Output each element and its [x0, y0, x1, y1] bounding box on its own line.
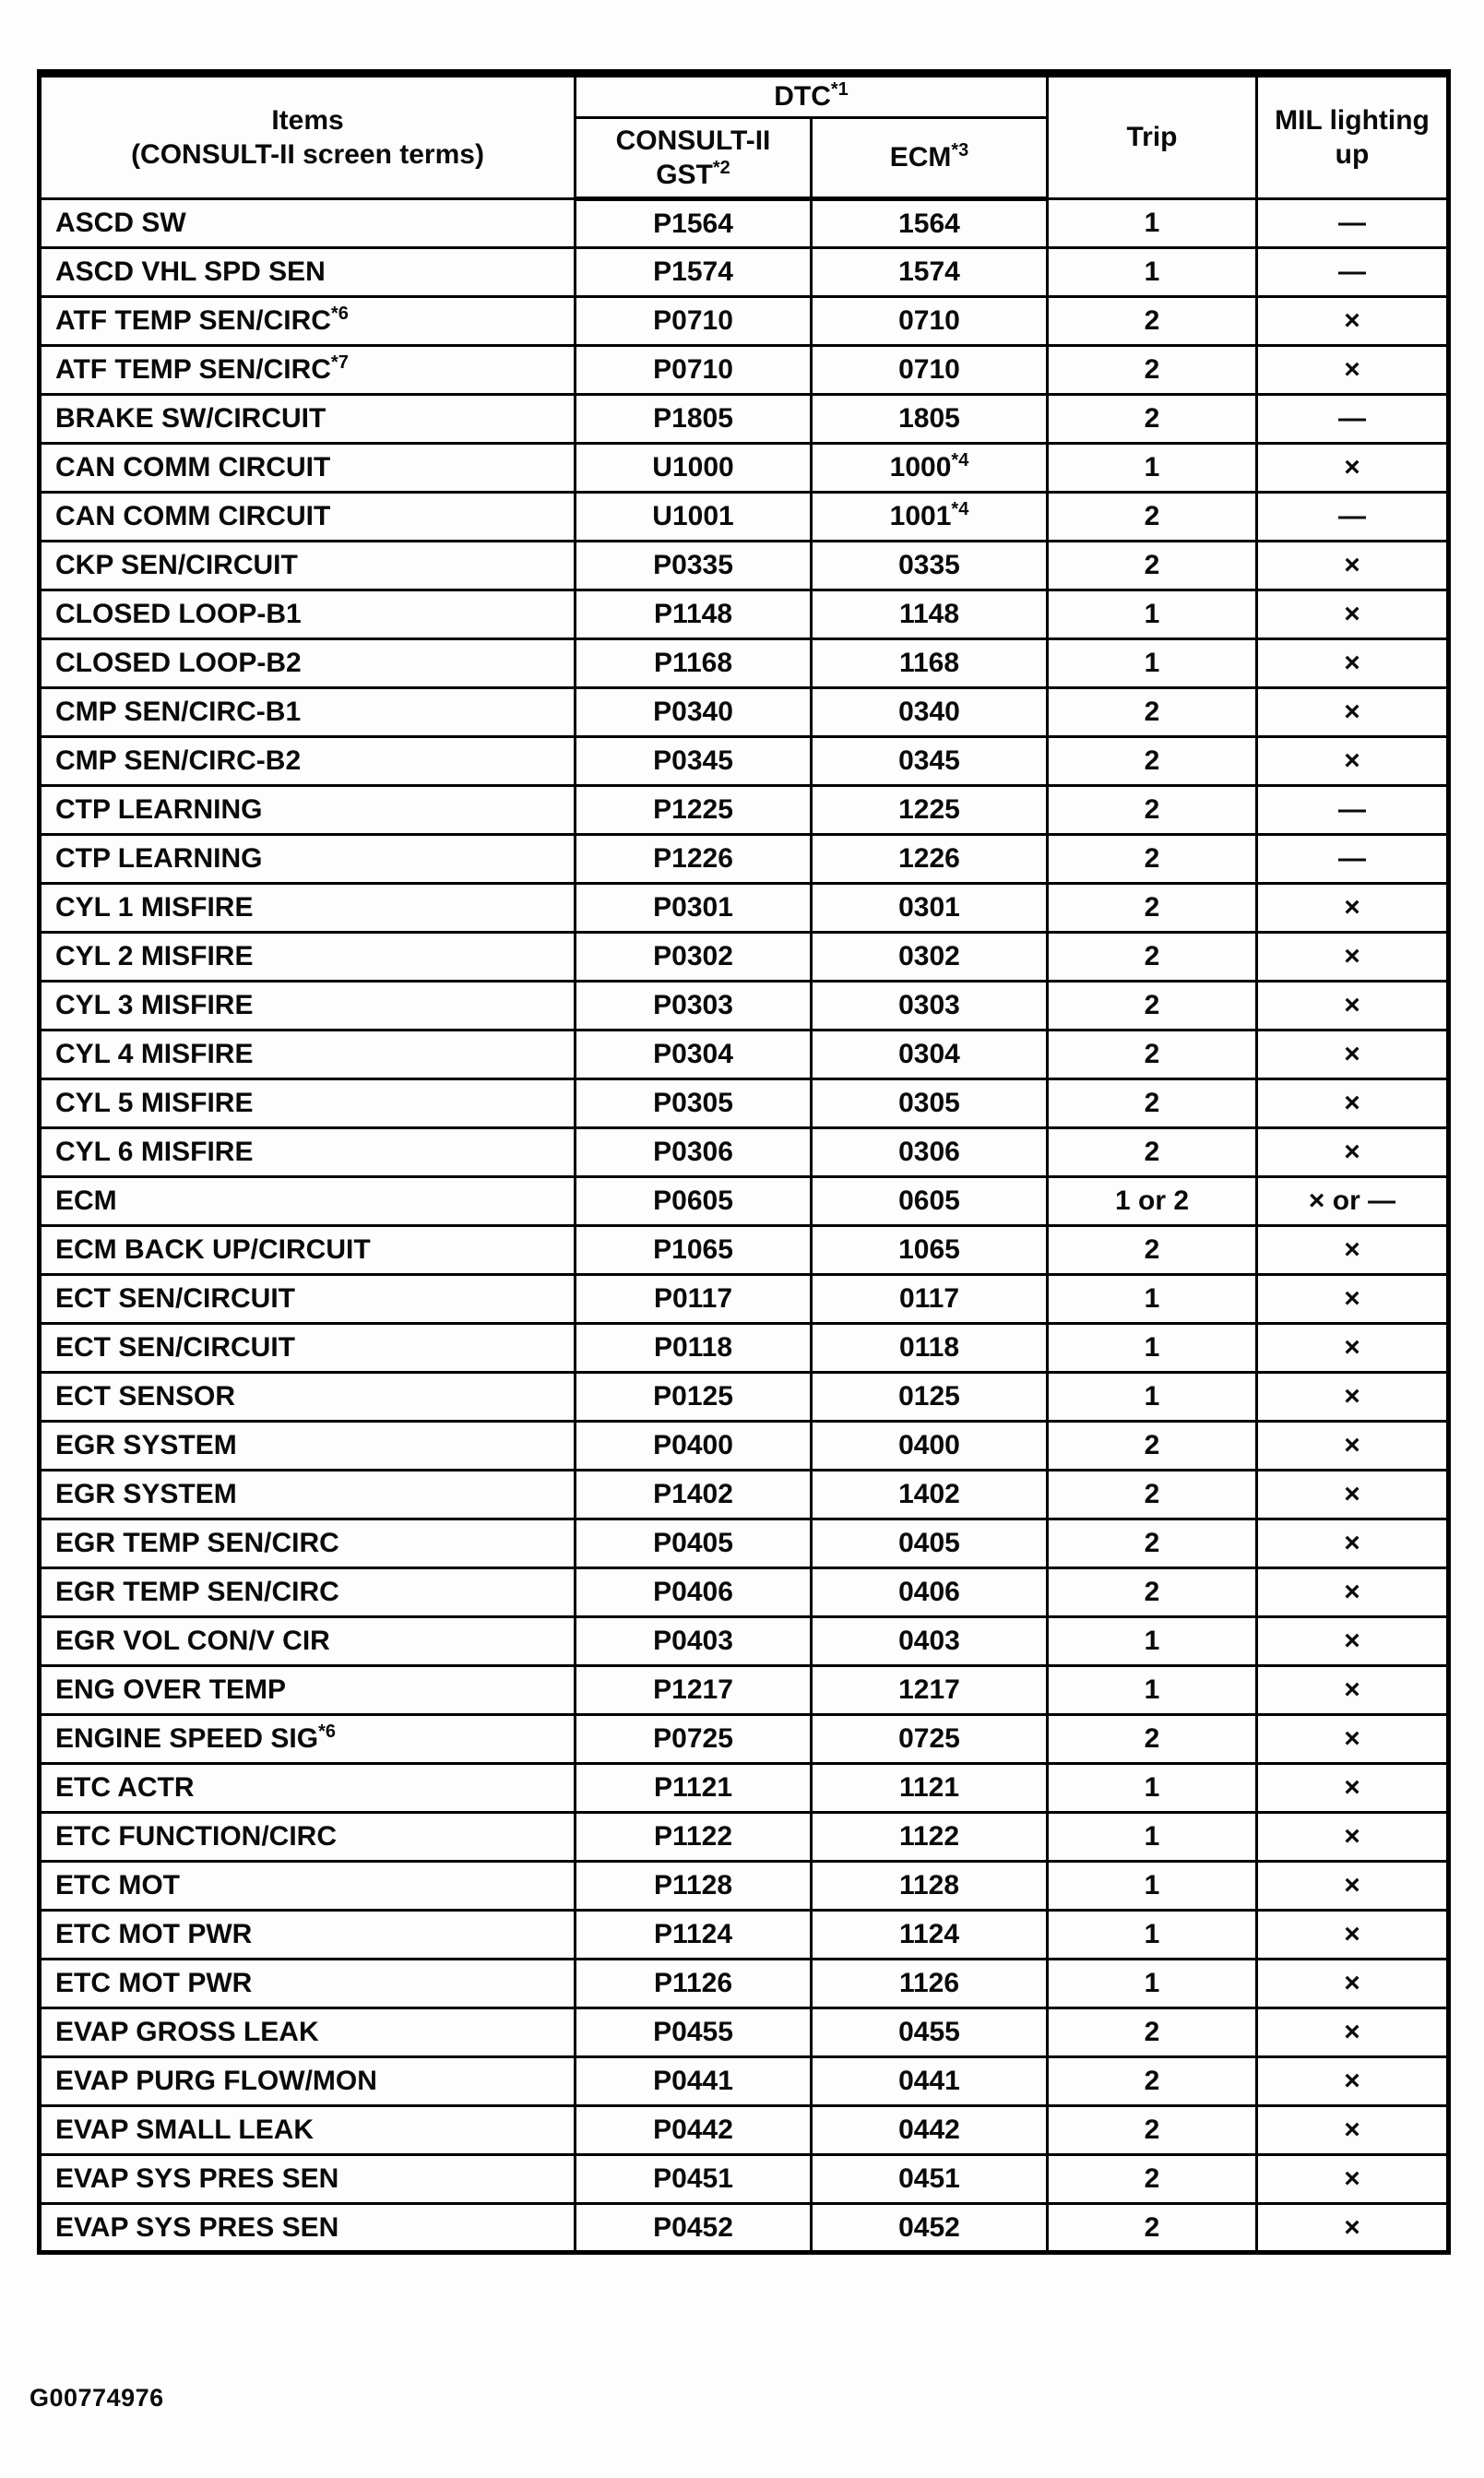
- table-row: [40, 1031, 1449, 1079]
- ecm-code-cell: 1124: [812, 1911, 1048, 1960]
- trip-count-cell: 2: [1048, 835, 1257, 884]
- ecm-code-cell: 1126: [812, 1960, 1048, 2008]
- item-cell: ENG OVER TEMP: [40, 1666, 576, 1715]
- ecm-code-cell: 1805: [812, 395, 1048, 444]
- table-row: [40, 1568, 1449, 1617]
- trip-count-cell: 1: [1048, 1275, 1257, 1324]
- mil-status-cell: ×: [1257, 346, 1449, 395]
- trip-count-cell: 1: [1048, 1666, 1257, 1715]
- consult-gst-code-cell: P0302: [576, 933, 812, 982]
- mil-status-cell: × or —: [1257, 1177, 1449, 1226]
- consult-gst-code-cell: P1128: [576, 1862, 812, 1911]
- consult-gst-code-cell: P0710: [576, 297, 812, 346]
- figure-id-label: G00774976: [30, 2384, 164, 2412]
- trip-count-cell: 2: [1048, 737, 1257, 786]
- items-column-header: Items (CONSULT-II screen terms): [40, 74, 576, 199]
- table-row: [40, 1226, 1449, 1275]
- table-row: [40, 639, 1449, 688]
- item-cell: EVAP PURG FLOW/MON: [40, 2057, 576, 2106]
- ecm-code-cell: 1402: [812, 1471, 1048, 1519]
- item-cell: EVAP GROSS LEAK: [40, 2008, 576, 2057]
- trip-count-cell: 1: [1048, 444, 1257, 493]
- table-row: [40, 1519, 1449, 1568]
- mil-status-cell: ×: [1257, 1471, 1449, 1519]
- mil-status-cell: ×: [1257, 1519, 1449, 1568]
- ecm-column-header: ECM$^{*3}$: [812, 118, 1048, 199]
- mil-status-cell: ×: [1257, 1617, 1449, 1666]
- consult-gst-code-cell: P0605: [576, 1177, 812, 1226]
- mil-status-cell: ×: [1257, 1715, 1449, 1764]
- consult-gst-column-header: CONSULT-II GST$^{*2}$: [576, 118, 812, 199]
- consult-gst-code-cell: P1805: [576, 395, 812, 444]
- item-cell: ETC MOT PWR: [40, 1911, 576, 1960]
- item-cell: ASCD VHL SPD SEN: [40, 248, 576, 297]
- table-row: [40, 1177, 1449, 1226]
- mil-status-cell: ×: [1257, 1373, 1449, 1422]
- table-row: [40, 590, 1449, 639]
- ecm-code-cell: 1148: [812, 590, 1048, 639]
- mil-status-cell: ×: [1257, 542, 1449, 590]
- mil-status-cell: ×: [1257, 2057, 1449, 2106]
- ecm-code-cell: 0305: [812, 1079, 1048, 1128]
- consult-gst-code-cell: P1226: [576, 835, 812, 884]
- item-cell: ECT SEN/CIRCUIT: [40, 1324, 576, 1373]
- item-cell: ENGINE SPEED SIG$^{*6}$: [40, 1715, 576, 1764]
- table-row: [40, 933, 1449, 982]
- trip-count-cell: 2: [1048, 2008, 1257, 2057]
- mil-status-cell: ×: [1257, 444, 1449, 493]
- item-cell: CLOSED LOOP-B1: [40, 590, 576, 639]
- ecm-code-cell: 0335: [812, 542, 1048, 590]
- trip-count-cell: 1: [1048, 248, 1257, 297]
- ecm-code-cell: 0303: [812, 982, 1048, 1031]
- consult-gst-code-cell: U1000: [576, 444, 812, 493]
- consult-gst-code-cell: P0403: [576, 1617, 812, 1666]
- ecm-code-cell: 1217: [812, 1666, 1048, 1715]
- dtc-group-header: DTC$^{*1}$: [576, 74, 1048, 118]
- table-header: [40, 74, 1449, 199]
- ecm-code-cell: 1226: [812, 835, 1048, 884]
- table-row: [40, 1373, 1449, 1422]
- trip-count-cell: 2: [1048, 933, 1257, 982]
- mil-status-cell: ×: [1257, 1666, 1449, 1715]
- consult-gst-code-cell: P1402: [576, 1471, 812, 1519]
- table-row: [40, 493, 1449, 542]
- table-row: [40, 1079, 1449, 1128]
- mil-status-cell: —: [1257, 786, 1449, 835]
- item-cell: ECM: [40, 1177, 576, 1226]
- item-cell: ATF TEMP SEN/CIRC$^{*7}$: [40, 346, 576, 395]
- trip-count-cell: 2: [1048, 1715, 1257, 1764]
- table-row: [40, 248, 1449, 297]
- mil-status-cell: ×: [1257, 2106, 1449, 2155]
- mil-status-cell: —: [1257, 248, 1449, 297]
- item-cell: CKP SEN/CIRCUIT: [40, 542, 576, 590]
- mil-status-cell: ×: [1257, 639, 1449, 688]
- mil-status-cell: ×: [1257, 982, 1449, 1031]
- mil-status-cell: ×: [1257, 737, 1449, 786]
- ecm-code-cell: 0441: [812, 2057, 1048, 2106]
- table-row: [40, 1617, 1449, 1666]
- ecm-code-cell: 0455: [812, 2008, 1048, 2057]
- mil-status-cell: —: [1257, 395, 1449, 444]
- consult-gst-code-cell: P0340: [576, 688, 812, 737]
- table-row: [40, 884, 1449, 933]
- item-cell: EGR TEMP SEN/CIRC: [40, 1568, 576, 1617]
- table-row: [40, 1960, 1449, 2008]
- table-row: [40, 199, 1449, 248]
- item-cell: CTP LEARNING: [40, 835, 576, 884]
- consult-gst-code-cell: P1065: [576, 1226, 812, 1275]
- consult-gst-code-cell: P1225: [576, 786, 812, 835]
- table-row: [40, 2008, 1449, 2057]
- trip-count-cell: 2: [1048, 2155, 1257, 2204]
- mil-status-cell: ×: [1257, 1031, 1449, 1079]
- trip-count-cell: 1: [1048, 199, 1257, 248]
- trip-count-cell: 2: [1048, 1226, 1257, 1275]
- trip-count-cell: 1: [1048, 590, 1257, 639]
- table-body: [40, 199, 1449, 2253]
- consult-gst-code-cell: P0345: [576, 737, 812, 786]
- table-row: [40, 1764, 1449, 1813]
- consult-gst-code-cell: P0304: [576, 1031, 812, 1079]
- trip-count-cell: 1: [1048, 1813, 1257, 1862]
- trip-count-cell: 2: [1048, 688, 1257, 737]
- trip-count-cell: 1: [1048, 1617, 1257, 1666]
- mil-column-header: MIL lighting up: [1257, 74, 1449, 199]
- item-cell: CYL 6 MISFIRE: [40, 1128, 576, 1177]
- dtc-index-table: [37, 69, 1451, 2255]
- ecm-code-cell: 0451: [812, 2155, 1048, 2204]
- trip-count-cell: 2: [1048, 1471, 1257, 1519]
- consult-gst-code-cell: P0306: [576, 1128, 812, 1177]
- mil-status-cell: ×: [1257, 2204, 1449, 2253]
- trip-count-cell: 1: [1048, 639, 1257, 688]
- table-row: [40, 688, 1449, 737]
- item-cell: ATF TEMP SEN/CIRC$^{*6}$: [40, 297, 576, 346]
- mil-status-cell: ×: [1257, 1324, 1449, 1373]
- consult-gst-code-cell: P1564: [576, 199, 812, 248]
- mil-status-cell: ×: [1257, 1079, 1449, 1128]
- item-cell: CAN COMM CIRCUIT: [40, 444, 576, 493]
- consult-gst-code-cell: P1124: [576, 1911, 812, 1960]
- item-cell: ECT SEN/CIRCUIT: [40, 1275, 576, 1324]
- trip-count-cell: 2: [1048, 1422, 1257, 1471]
- consult-gst-code-cell: P1126: [576, 1960, 812, 2008]
- table-row: [40, 2204, 1449, 2253]
- table-row: [40, 1715, 1449, 1764]
- item-cell: ETC MOT PWR: [40, 1960, 576, 2008]
- trip-count-cell: 1: [1048, 1862, 1257, 1911]
- trip-count-cell: 1: [1048, 1911, 1257, 1960]
- table-row: [40, 395, 1449, 444]
- ecm-code-cell: 1000$^{*4}$: [812, 444, 1048, 493]
- trip-count-cell: 1: [1048, 1764, 1257, 1813]
- consult-gst-code-cell: P0117: [576, 1275, 812, 1324]
- item-cell: ASCD SW: [40, 199, 576, 248]
- consult-gst-code-cell: P0442: [576, 2106, 812, 2155]
- table-row: [40, 346, 1449, 395]
- item-cell: EVAP SMALL LEAK: [40, 2106, 576, 2155]
- table-row: [40, 737, 1449, 786]
- table-row: [40, 2106, 1449, 2155]
- item-cell: CYL 2 MISFIRE: [40, 933, 576, 982]
- mil-status-cell: ×: [1257, 933, 1449, 982]
- item-cell: CAN COMM CIRCUIT: [40, 493, 576, 542]
- table-row: [40, 2155, 1449, 2204]
- trip-column-header: Trip: [1048, 74, 1257, 199]
- table-row: [40, 982, 1449, 1031]
- table-row: [40, 1911, 1449, 1960]
- trip-count-cell: 2: [1048, 982, 1257, 1031]
- ecm-code-cell: 0306: [812, 1128, 1048, 1177]
- item-cell: CTP LEARNING: [40, 786, 576, 835]
- header-row-top: [40, 74, 1449, 118]
- trip-count-cell: 2: [1048, 1568, 1257, 1617]
- ecm-code-cell: 1128: [812, 1862, 1048, 1911]
- table-row: [40, 542, 1449, 590]
- mil-status-cell: ×: [1257, 1275, 1449, 1324]
- item-cell: CYL 1 MISFIRE: [40, 884, 576, 933]
- trip-count-cell: 2: [1048, 2057, 1257, 2106]
- trip-count-cell: 1: [1048, 1960, 1257, 2008]
- consult-gst-code-cell: P0451: [576, 2155, 812, 2204]
- item-cell: BRAKE SW/CIRCUIT: [40, 395, 576, 444]
- ecm-code-cell: 0118: [812, 1324, 1048, 1373]
- mil-status-cell: ×: [1257, 590, 1449, 639]
- mil-status-cell: ×: [1257, 297, 1449, 346]
- mil-status-cell: ×: [1257, 1128, 1449, 1177]
- consult-gst-code-cell: P1121: [576, 1764, 812, 1813]
- table-row: [40, 1471, 1449, 1519]
- table-row: [40, 1666, 1449, 1715]
- mil-status-cell: ×: [1257, 2008, 1449, 2057]
- table-row: [40, 2057, 1449, 2106]
- item-cell: ECT SENSOR: [40, 1373, 576, 1422]
- trip-count-cell: 1: [1048, 1324, 1257, 1373]
- ecm-code-cell: 1121: [812, 1764, 1048, 1813]
- mil-status-cell: ×: [1257, 1568, 1449, 1617]
- item-cell: ECM BACK UP/CIRCUIT: [40, 1226, 576, 1275]
- trip-count-cell: 2: [1048, 1031, 1257, 1079]
- mil-status-cell: ×: [1257, 1960, 1449, 2008]
- trip-count-cell: 2: [1048, 1128, 1257, 1177]
- table-row: [40, 297, 1449, 346]
- ecm-code-cell: 1065: [812, 1226, 1048, 1275]
- consult-gst-code-cell: P0405: [576, 1519, 812, 1568]
- mil-status-cell: —: [1257, 493, 1449, 542]
- ecm-code-cell: 0301: [812, 884, 1048, 933]
- table-row: [40, 835, 1449, 884]
- mil-status-cell: ×: [1257, 884, 1449, 933]
- trip-count-cell: 2: [1048, 2204, 1257, 2253]
- table-row: [40, 786, 1449, 835]
- consult-gst-code-cell: P0710: [576, 346, 812, 395]
- trip-count-cell: 2: [1048, 2106, 1257, 2155]
- mil-status-cell: ×: [1257, 1422, 1449, 1471]
- mil-status-cell: —: [1257, 199, 1449, 248]
- ecm-code-cell: 0302: [812, 933, 1048, 982]
- ecm-code-cell: 1574: [812, 248, 1048, 297]
- consult-gst-code-cell: P0452: [576, 2204, 812, 2253]
- mil-status-cell: ×: [1257, 1764, 1449, 1813]
- table-row: [40, 1422, 1449, 1471]
- ecm-code-cell: 0405: [812, 1519, 1048, 1568]
- trip-count-cell: 2: [1048, 1519, 1257, 1568]
- item-cell: CYL 3 MISFIRE: [40, 982, 576, 1031]
- ecm-code-cell: 1564: [812, 199, 1048, 248]
- consult-gst-code-cell: P0441: [576, 2057, 812, 2106]
- trip-count-cell: 2: [1048, 346, 1257, 395]
- consult-gst-code-cell: P1122: [576, 1813, 812, 1862]
- ecm-code-cell: 0406: [812, 1568, 1048, 1617]
- mil-status-cell: ×: [1257, 1911, 1449, 1960]
- ecm-code-cell: 0452: [812, 2204, 1048, 2253]
- mil-status-cell: ×: [1257, 688, 1449, 737]
- consult-gst-code-cell: P0725: [576, 1715, 812, 1764]
- trip-count-cell: 2: [1048, 542, 1257, 590]
- item-cell: CMP SEN/CIRC-B1: [40, 688, 576, 737]
- table-row: [40, 1862, 1449, 1911]
- item-cell: CYL 5 MISFIRE: [40, 1079, 576, 1128]
- ecm-code-cell: 1168: [812, 639, 1048, 688]
- ecm-code-cell: 0345: [812, 737, 1048, 786]
- item-cell: EGR VOL CON/V CIR: [40, 1617, 576, 1666]
- trip-count-cell: 2: [1048, 786, 1257, 835]
- item-cell: CYL 4 MISFIRE: [40, 1031, 576, 1079]
- ecm-code-cell: 0710: [812, 297, 1048, 346]
- ecm-code-cell: 1225: [812, 786, 1048, 835]
- consult-gst-code-cell: U1001: [576, 493, 812, 542]
- trip-count-cell: 1 or 2: [1048, 1177, 1257, 1226]
- consult-gst-code-cell: P1574: [576, 248, 812, 297]
- consult-gst-code-cell: P0335: [576, 542, 812, 590]
- ecm-code-cell: 1001$^{*4}$: [812, 493, 1048, 542]
- consult-gst-code-cell: P0118: [576, 1324, 812, 1373]
- ecm-code-cell: 0304: [812, 1031, 1048, 1079]
- trip-count-cell: 2: [1048, 1079, 1257, 1128]
- item-cell: EGR SYSTEM: [40, 1422, 576, 1471]
- item-cell: EGR TEMP SEN/CIRC: [40, 1519, 576, 1568]
- item-cell: EVAP SYS PRES SEN: [40, 2155, 576, 2204]
- table-row: [40, 1813, 1449, 1862]
- trip-count-cell: 2: [1048, 297, 1257, 346]
- ecm-code-cell: 0125: [812, 1373, 1048, 1422]
- trip-count-cell: 2: [1048, 395, 1257, 444]
- consult-gst-code-cell: P0406: [576, 1568, 812, 1617]
- consult-gst-code-cell: P0305: [576, 1079, 812, 1128]
- item-cell: EGR SYSTEM: [40, 1471, 576, 1519]
- item-cell: ETC MOT: [40, 1862, 576, 1911]
- ecm-code-cell: 0117: [812, 1275, 1048, 1324]
- mil-status-cell: ×: [1257, 1226, 1449, 1275]
- ecm-code-cell: 0442: [812, 2106, 1048, 2155]
- ecm-code-cell: 1122: [812, 1813, 1048, 1862]
- consult-gst-code-cell: P0400: [576, 1422, 812, 1471]
- item-cell: EVAP SYS PRES SEN: [40, 2204, 576, 2253]
- trip-count-cell: 2: [1048, 884, 1257, 933]
- table-row: [40, 1275, 1449, 1324]
- consult-gst-code-cell: P1168: [576, 639, 812, 688]
- trip-count-cell: 2: [1048, 493, 1257, 542]
- item-cell: CMP SEN/CIRC-B2: [40, 737, 576, 786]
- item-cell: CLOSED LOOP-B2: [40, 639, 576, 688]
- ecm-code-cell: 0725: [812, 1715, 1048, 1764]
- table-row: [40, 1128, 1449, 1177]
- trip-count-cell: 1: [1048, 1373, 1257, 1422]
- ecm-code-cell: 0710: [812, 346, 1048, 395]
- consult-gst-code-cell: P0303: [576, 982, 812, 1031]
- item-cell: ETC FUNCTION/CIRC: [40, 1813, 576, 1862]
- mil-status-cell: ×: [1257, 1813, 1449, 1862]
- consult-gst-code-cell: P1217: [576, 1666, 812, 1715]
- mil-status-cell: ×: [1257, 2155, 1449, 2204]
- item-cell: ETC ACTR: [40, 1764, 576, 1813]
- ecm-code-cell: 0605: [812, 1177, 1048, 1226]
- ecm-code-cell: 0400: [812, 1422, 1048, 1471]
- table-row: [40, 1324, 1449, 1373]
- consult-gst-code-cell: P0301: [576, 884, 812, 933]
- consult-gst-code-cell: P0455: [576, 2008, 812, 2057]
- table-row: [40, 444, 1449, 493]
- mil-status-cell: —: [1257, 835, 1449, 884]
- mil-status-cell: ×: [1257, 1862, 1449, 1911]
- ecm-code-cell: 0403: [812, 1617, 1048, 1666]
- consult-gst-code-cell: P0125: [576, 1373, 812, 1422]
- ecm-code-cell: 0340: [812, 688, 1048, 737]
- consult-gst-code-cell: P1148: [576, 590, 812, 639]
